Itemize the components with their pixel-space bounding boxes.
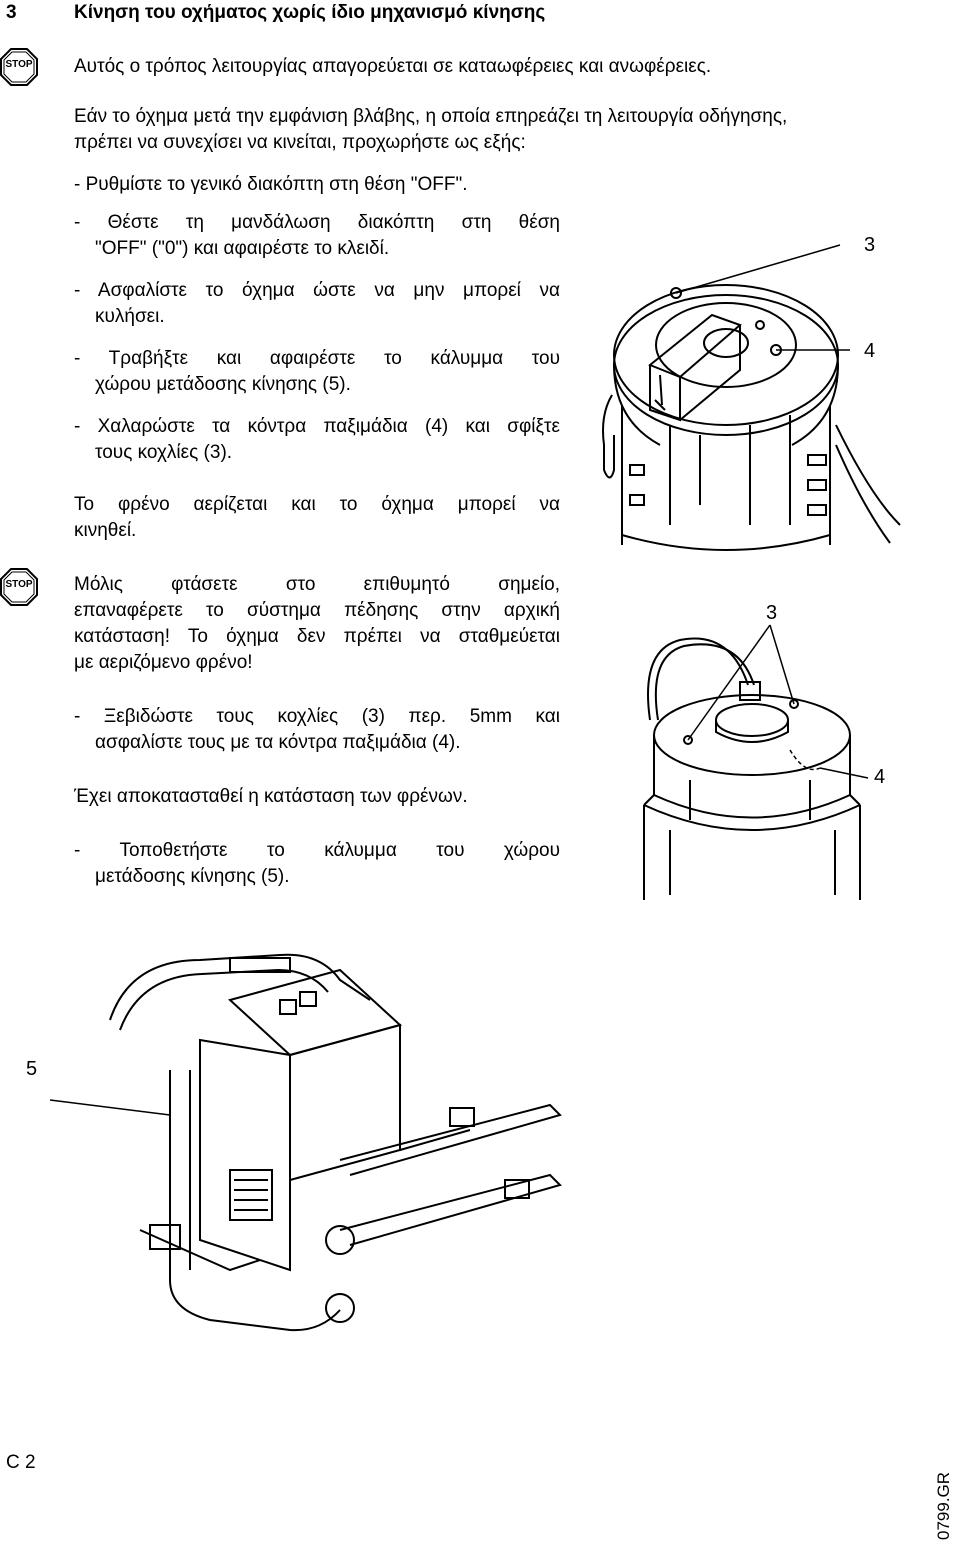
step-refit-cover: - Τοποθετήστε το κάλυμμα του χώρου μετάδοσης κίνησης (5). — [74, 840, 560, 887]
stop-icon: STOP — [0, 48, 38, 86]
stop-icon: STOP — [0, 568, 38, 606]
step-remove-cover: - Τραβήξτε και αφαιρέστε το κάλυμμα του χώρου μετάδοσης κίνησης (5). — [74, 348, 560, 395]
step-main-switch: - Ρυθμίστε το γενικό διακόπτη στη θέση "OFF". — [74, 174, 468, 195]
doc-code: 0799.GR — [934, 1471, 953, 1540]
section-number: 3 — [6, 2, 17, 23]
fig1-label-nut: 4 — [864, 340, 876, 362]
fig2-label-nut: 4 — [874, 766, 886, 788]
warning-downhill-text: Αυτός ο τρόπος λειτουργίας απαγορεύεται σε καταωφέρειες και ανωφέρειες. — [74, 56, 712, 77]
brakes-restored-text: Έχει αποκατασταθεί η κατάσταση των φρένων. — [74, 786, 468, 807]
doc-code-wrapper — [934, 1440, 954, 1550]
brake-release-text: Το φρένο αερίζεται και το όχημα μπορεί να κινηθεί. — [74, 494, 560, 541]
step-secure-vehicle: - Ασφαλίστε το όχημα ώστε να μην μπορεί να κυλήσει. — [74, 280, 560, 327]
fig2-label-screw: 3 — [766, 602, 778, 624]
step-loosen-nuts: - Χαλαρώστε τα κόντρα παξιμάδια (4) και σφίξτε τους κοχλίες (3). — [74, 416, 560, 463]
brake-figure-bottom — [630, 630, 890, 900]
brake-figure-top — [600, 205, 900, 545]
step-key-switch: - Θέστε τη μανδάλωση διακόπτη στη θέση "OFF" ("0") και αφαιρέστε το κλειδί. — [74, 212, 560, 259]
step-unscrew-bolts: - Ξεβιδώστε τους κοχλίες (3) περ. 5mm και ασφαλίστε τους με τα κόντρα παξιμάδια (4). — [74, 706, 560, 753]
fig1-label-screw: 3 — [864, 234, 876, 256]
intro-text: Εάν το όχημα μετά την εμφάνιση βλάβης, η οποία επηρεάζει τη λειτουργία οδήγησης, πρέπει να συνεχίσει να κινείται, προχωρήστε ως εξής: — [74, 106, 788, 153]
section-title: Κίνηση του οχήματος χωρίς ίδιο μηχανισμό κίνησης — [74, 2, 546, 23]
page-number: C 2 — [6, 1452, 36, 1473]
truck-label-cover: 5 — [26, 1058, 38, 1080]
warning-restore-brake: Μόλις φτάσετε στο επιθυμητό σημείο, επαναφέρετε το σύστημα πέδησης στην αρχική κατάσταση! Το όχημα δεν πρέπει να σταθμεύεται με αεριζόμενο φρένο! — [74, 574, 560, 673]
pallet-truck-figure — [110, 940, 570, 1400]
